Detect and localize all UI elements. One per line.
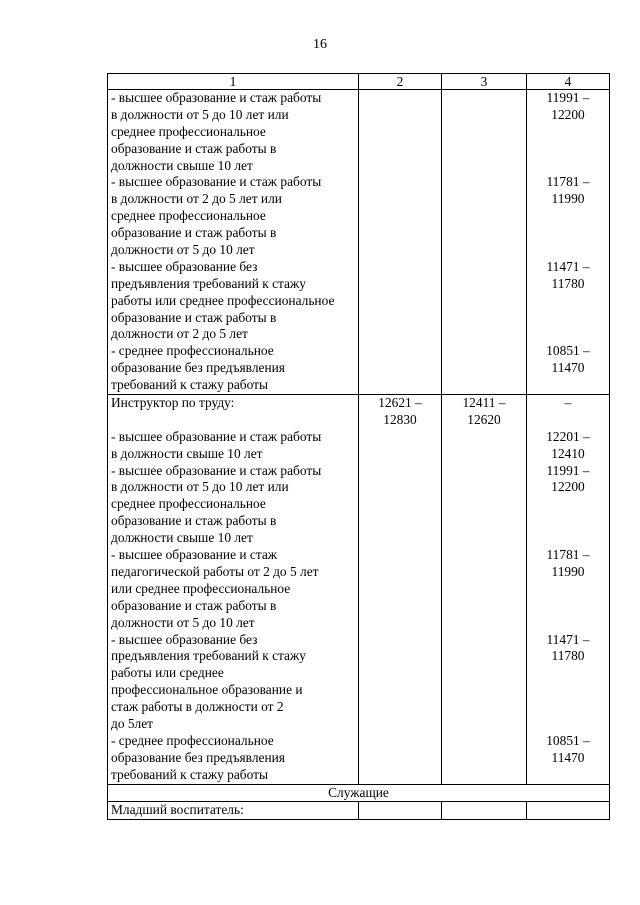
empty-cell xyxy=(527,801,610,819)
position-title: Младший воспитатель: xyxy=(108,801,359,819)
empty-cell xyxy=(359,90,442,395)
page-number: 16 xyxy=(313,37,327,52)
salary-range: 12201 – 12410 xyxy=(546,428,590,461)
salary-range: 12621 – 12830 xyxy=(378,395,422,427)
salary-range: 12411 – 12620 xyxy=(462,395,506,427)
table-row xyxy=(108,395,610,784)
list-item: - высшее образование и стаж работы в должности от 5 до 10 лет или среднее профессиональное образование и стаж работы в должности свыше 10 лет xyxy=(111,462,322,546)
list-item: - высшее образование и стаж педагогической работы от 2 до 5 лет или среднее профессиональное образование и стаж работы в должности от 5 до 10 лет xyxy=(111,547,319,630)
salary-range: 10851 – 11470 xyxy=(546,732,590,765)
list-item: - высшее образование и стаж работы в должности свыше 10 лет xyxy=(111,428,322,461)
salary-range: 11471 – 11780 xyxy=(546,631,590,664)
requirements-cell xyxy=(108,395,359,784)
empty-cell xyxy=(442,801,527,819)
empty-cell xyxy=(442,90,527,395)
salary-range-cell xyxy=(359,395,442,784)
salary-range: 10851 – 11470 xyxy=(546,343,590,376)
list-item: - высшее образование без предъявления требований к стажу работы или среднее профессиональное образование и стаж работы в должности от 2 до 5 лет xyxy=(111,258,335,342)
salary-range: 11471 – 11780 xyxy=(546,258,590,291)
section-title: Служащие xyxy=(108,784,610,801)
table-row xyxy=(108,801,610,819)
salary-range-cell xyxy=(527,90,610,395)
position-title: Инструктор по труду: xyxy=(111,395,235,411)
salary-range: 11991 – 12200 xyxy=(546,90,590,122)
section-row xyxy=(108,784,610,801)
salary-table xyxy=(107,73,610,820)
header-col-3: 3 xyxy=(442,74,527,90)
salary-range: 11781 – 11990 xyxy=(546,547,590,579)
empty-cell xyxy=(359,801,442,819)
salary-range: 11781 – 11990 xyxy=(546,174,590,207)
list-item: - высшее образование без предъявления требований к стажу работы или среднее профессиональное образование и стаж работы в должности от 2 до 5лет xyxy=(111,631,306,731)
header-col-4: 4 xyxy=(527,74,610,90)
salary-range-cell xyxy=(527,395,610,784)
header-col-2: 2 xyxy=(359,74,442,90)
salary-range: 11991 – 12200 xyxy=(546,462,590,495)
header-row xyxy=(108,74,610,90)
list-item: - высшее образование и стаж работы в должности от 2 до 5 лет или среднее профессиональное образование и стаж работы в должности от 5 до 10 лет xyxy=(111,174,322,258)
requirements-cell xyxy=(108,90,359,395)
salary-range-cell xyxy=(442,395,527,784)
list-item: - среднее профессиональное образование без предъявления требований к стажу работы xyxy=(111,343,285,393)
dash-value: – xyxy=(564,395,572,411)
list-item: - высшее образование и стаж работы в должности от 5 до 10 лет или среднее профессиональное образование и стаж работы в должности свыше 10 лет xyxy=(111,90,322,173)
list-item: - среднее профессиональное образование без предъявления требований к стажу работы xyxy=(111,732,285,782)
header-col-1: 1 xyxy=(108,74,359,90)
table-row xyxy=(108,90,610,395)
